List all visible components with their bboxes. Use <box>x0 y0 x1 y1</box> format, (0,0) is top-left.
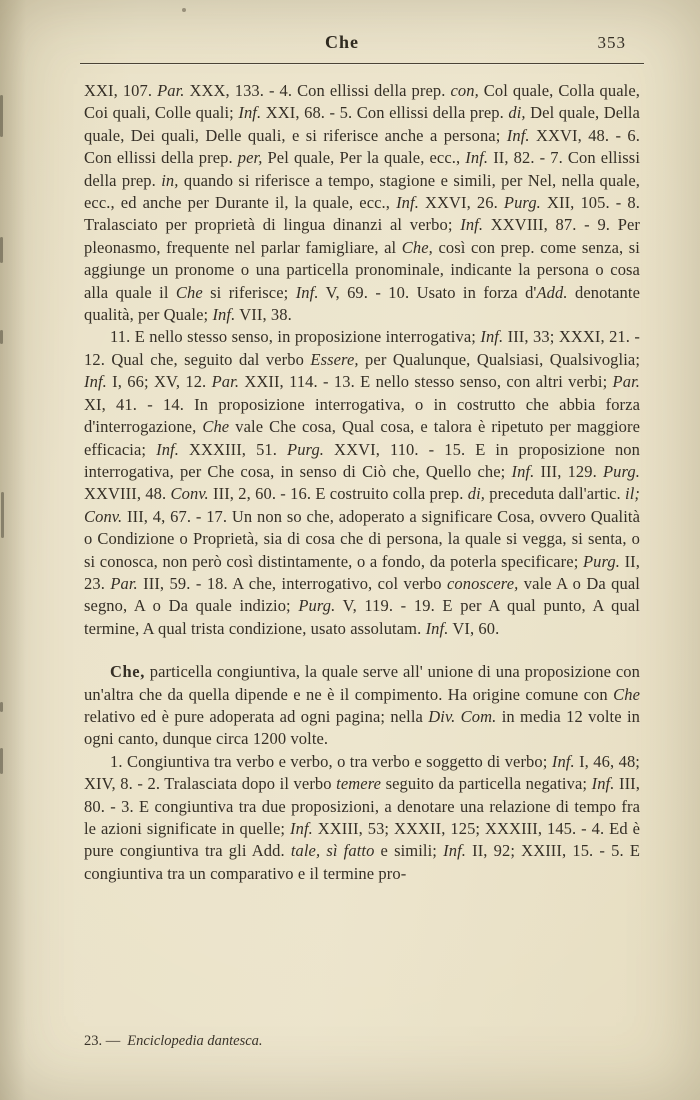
text-run: XXVIII, 87. - 9. Per pleonasmo, frequente nel parlar famigliare, al <box>84 215 641 257</box>
text-run: III, 33; XXXI, 21. - 12. Qual che, seguito dal verbo <box>84 327 641 369</box>
text-run: con, <box>450 81 479 100</box>
binding-mark <box>1 492 4 538</box>
text-run: in media 12 volte in ogni canto, dunque circa 1200 volte. <box>84 706 641 749</box>
text-run: si riferisce; <box>202 282 296 302</box>
text-run: particella congiuntiva, la quale serve all' unione di una proposizione con un'altra che da quella dipende e ne è il compimento. Ha origine comune con <box>84 662 640 704</box>
text-run: Par. <box>110 573 138 593</box>
page-header <box>84 32 640 56</box>
text-run: II, 82. - 7. Con ellissi della prep. <box>84 148 640 190</box>
text-run: XXXIII, 51. <box>178 439 288 459</box>
text-run: Inf. <box>511 461 535 481</box>
text-run: di, <box>467 484 485 504</box>
text-run: Inf. <box>465 148 489 168</box>
text-run: Che <box>202 417 230 437</box>
text-run: Purg. <box>298 596 336 616</box>
text-run: Inf. <box>551 751 575 771</box>
text-run: Par. <box>157 81 185 100</box>
text-run: III, 80. - 3. E congiuntiva tra due proposizioni, a denotare una relazione di tempo fra le azioni significate in quelle; <box>84 774 640 838</box>
text-run: Pel quale, Per la quale, ecc., <box>262 148 466 168</box>
text-run: XXX, 133. - 4. Con ellissi della prep. <box>184 81 451 100</box>
text-run: XII, 105. - 8. Tralasciato per proprietà di lingua dinanzi al verbo; <box>84 193 641 235</box>
text-run: V, 119. - 19. E per A qual punto, A qual termine, A qual trista condizione, usato assolutam. <box>84 596 640 638</box>
text-run: XXIII, 53; XXXII, 125; XXXIII, 145. - 4. Ed è pure congiuntiva tra gli Add. <box>84 819 641 861</box>
text-run: Div. Com. <box>428 706 497 726</box>
text-run: XXI, 68. - 5. Con ellissi della prep. <box>261 103 509 123</box>
text-run: Col quale, Colla quale, Coi quali, Colle quali; <box>84 81 640 123</box>
text-run: XXVI, 110. - 15. E in proposizione non interrogativa, per Che cosa, in senso di Ciò che, Quello che; <box>84 439 640 481</box>
text-run: Par. <box>612 372 640 392</box>
text-run: Inf. <box>591 774 615 794</box>
text-run: XXI, 107. <box>84 81 158 100</box>
binding-mark <box>0 702 3 712</box>
text-run: Inf. <box>212 305 236 325</box>
text-run: Inf. <box>238 103 262 123</box>
text-run: e simili; <box>374 841 444 861</box>
text-run: Add. <box>536 282 568 302</box>
text-run: Inf. <box>84 372 107 392</box>
text-run: XI, 41. - 14. In proposizione interrogativa, o in costrutto che abbia forza d'interrogazione, <box>84 394 640 437</box>
text-run: XXII, 114. - 13. E nello stesso senso, con altri verbi; <box>239 372 613 392</box>
text-run: tale, sì fatto <box>290 841 375 861</box>
text-run: 1. Congiuntiva tra verbo e verbo, o tra verbo e soggetto di verbo; <box>110 751 552 771</box>
text-run: III, 129. <box>534 461 603 481</box>
text-run: I, 46, 48; XIV, 8. - 2. Tralasciata dopo il verbo <box>84 751 640 794</box>
text-run: Inf. <box>443 841 466 861</box>
entry-che-conjunction <box>84 661 640 751</box>
text-run: Che <box>175 282 203 302</box>
text-run: in, <box>161 170 179 190</box>
text-run: Conv. <box>170 484 209 504</box>
text-run: vale Che cosa, Qual cosa, e talora è ripetuto per maggiore efficacia; <box>84 417 640 459</box>
text-run: Che, <box>110 662 145 682</box>
text-run: VII, 38. <box>235 305 292 325</box>
text-run: Che, <box>401 237 433 257</box>
text-run: Purg. <box>582 551 620 571</box>
footer-signature: 23. — <box>84 1033 121 1049</box>
text-run: I, 66; XV, 12. <box>106 372 212 392</box>
entry-che-relative-continuation <box>84 80 640 326</box>
binding-mark <box>0 330 3 344</box>
text-run: III, 2, 60. - 16. E costruito colla prep. <box>208 484 468 504</box>
senses-1-to-5 <box>84 751 640 885</box>
binding-mark <box>0 95 3 137</box>
text-run: Inf. <box>290 819 313 838</box>
page-footer <box>84 1033 263 1050</box>
text-run: Purg. <box>503 193 541 213</box>
text-run: Inf. <box>506 125 530 145</box>
text-run: XXVI, 48. - 6. Con ellissi della prep. <box>84 125 640 168</box>
text-run: V, 69. - 10. Usato in forza d' <box>318 282 537 302</box>
text-run: il; Conv. <box>84 484 641 526</box>
footer-work-title: Enciclopedia dantesca. <box>127 1033 263 1049</box>
text-run: seguito da particella negativa; <box>381 774 592 794</box>
text-run: per, <box>237 148 263 168</box>
text-run: Purg. <box>602 461 640 481</box>
text-run: Inf. <box>396 193 419 213</box>
running-title: Che <box>325 32 359 52</box>
text-run: denotante qualità, per Quale; <box>84 282 641 325</box>
text-run: per Qualunque, Qualsiasi, Qualsivoglia; <box>358 349 641 369</box>
text-run: Inf. <box>480 327 504 347</box>
text-run: preceduta dall'artic. <box>484 484 626 504</box>
text-run: così con prep. come senza, si aggiunge un pronome o una particella pronominale, indicante la persona o cosa alla quale il <box>84 237 640 302</box>
page-number: 353 <box>597 33 626 52</box>
text-run: III, 4, 67. - 17. Un non so che, adoperato a significare Cosa, ovvero Qualità o Condizione o Proprietà, sia di cosa che di persona, la quale si vegga, si senta, o si conosca, non però così distintamente, o a fondo, da poterla specificare; <box>84 506 640 571</box>
text-run: VI, 60. <box>448 618 500 638</box>
text-run: Inf. <box>460 215 484 235</box>
text-run: conoscere, <box>446 573 519 593</box>
binding-mark <box>0 237 3 263</box>
text-run: XXVIII, 48. <box>84 484 171 504</box>
header-rule <box>80 63 644 64</box>
text-run: Purg. <box>287 439 325 459</box>
text-run: III, 59. - 18. A che, interrogativo, col verbo <box>137 573 447 593</box>
text-run: Inf. <box>425 618 449 638</box>
text-run: quando si riferisce a tempo, stagione e simili, per Nel, nella quale, ecc., ed anche per Durante il, la quale, ecc., <box>84 170 640 213</box>
text-block <box>84 80 640 885</box>
text-run: 11. E nello stesso senso, in proposizione interrogativa; <box>110 327 481 347</box>
text-run: Essere, <box>310 349 359 369</box>
binding-shadow <box>0 0 26 1100</box>
text-run: Del quale, Della quale, Dei quali, Delle quali, e si riferisce anche a persona; <box>84 103 640 145</box>
text-run: temere <box>336 774 382 794</box>
text-run: Inf. <box>156 439 179 459</box>
senses-11-to-19 <box>84 326 640 640</box>
text-run: vale A o Da qual segno, A o Da quale indizio; <box>84 573 640 616</box>
text-run: II, 23. <box>84 551 640 593</box>
text-run: Inf. <box>295 282 319 302</box>
text-run: Par. <box>211 372 240 392</box>
binding-mark <box>0 748 3 774</box>
text-run: XXVI, 26. <box>418 193 504 213</box>
text-run: di, <box>508 103 526 123</box>
text-run: Che <box>613 684 640 704</box>
text-run: II, 92; XXIII, 15. - 5. E congiuntiva tra un comparativo e il termine pro- <box>84 841 641 883</box>
scan-speck <box>182 8 186 12</box>
text-run: relativo ed è pure adoperata ad ogni pagina; nella <box>84 706 429 726</box>
